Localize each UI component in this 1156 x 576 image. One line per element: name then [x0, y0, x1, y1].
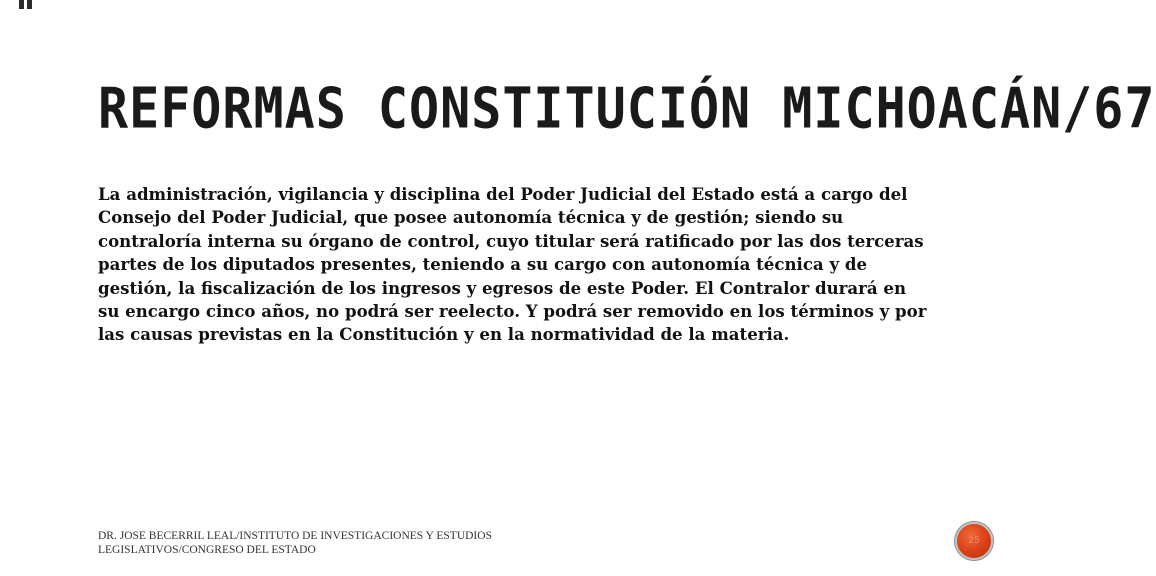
slide-footer: DR. JOSE BECERRIL LEAL/INSTITUTO DE INVESTIGACIONES Y ESTUDIOS LEGISLATIVOS/CONGRESO DEL ESTADO [98, 530, 492, 556]
corner-bar-icon [19, 0, 32, 9]
page-number: 25 [968, 536, 980, 546]
slide-body-text: La administración, vigilancia y disciplina del Poder Judicial del Estado está a cargo del Consejo del Poder Judicial, que posee autonomía técnica y de gestión; siendo su contraloría interna su órgano de control, cuyo titular será ratificado por las dos terceras partes de los diputados presentes, teniendo a su cargo con autonomía técnica y de gestión, la fiscalización de los ingresos y egresos de este Poder. El Contralor durará en su encargo cinco años, no podrá ser reelecto. Y podrá ser removido en los términos y por las causas previstas en la Constitución y en la normatividad de la materia. [98, 184, 927, 345]
corner-bar-right [27, 0, 32, 9]
corner-bar-left [19, 0, 24, 9]
slide-title: REFORMAS CONSTITUCIÓN MICHOACÁN/67 [98, 76, 1156, 141]
page-number-badge [955, 522, 993, 560]
